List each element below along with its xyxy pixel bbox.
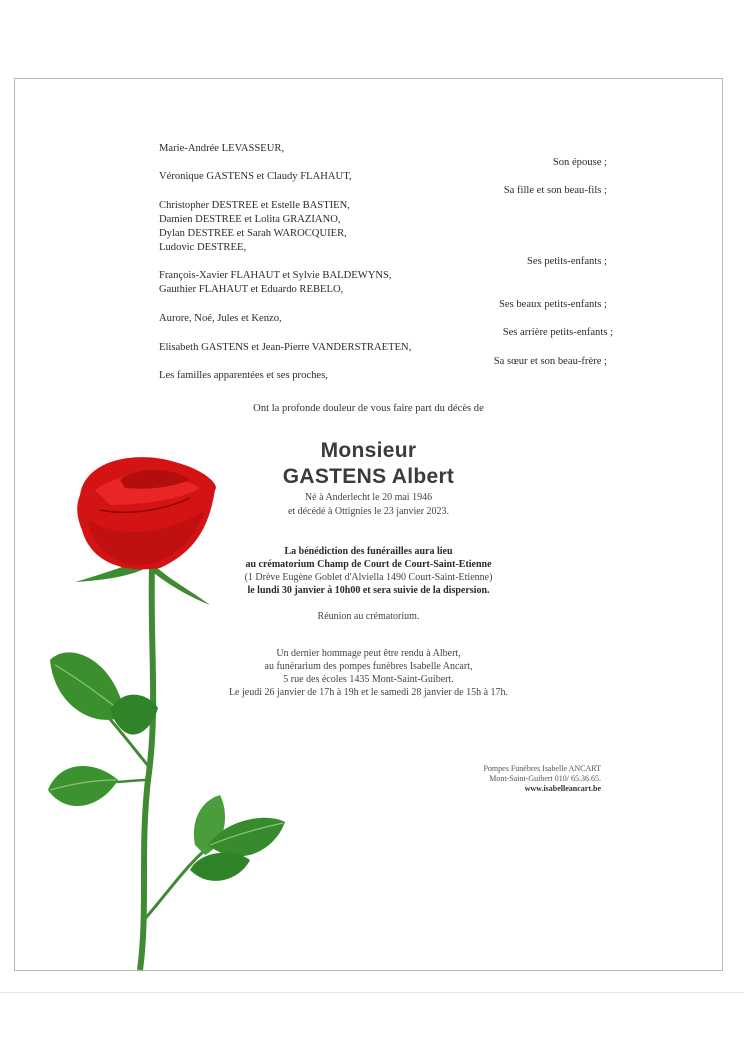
- ceremony-line: La bénédiction des funérailles aura lieu: [284, 546, 453, 557]
- family-name-line: Ludovic DESTREE,: [159, 242, 247, 253]
- family-relation: Sa fille et son beau-fils ;: [503, 185, 607, 196]
- homage-line: au funérarium des pompes funèbres Isabelle Ancart,: [264, 661, 473, 672]
- reunion-note: Réunion au crématorium.: [317, 611, 420, 622]
- family-relation: Ses petits-enfants ;: [526, 256, 607, 267]
- ceremony-line: le lundi 30 janvier à 10h00 et sera suivie de la dispersion.: [247, 585, 490, 596]
- family-name-line: Damien DESTREE et Lolita GRAZIANO,: [159, 214, 341, 225]
- funeral-home-website[interactable]: www.isabelleancart.be: [524, 784, 601, 793]
- ceremony-line: au crématorium Champ de Court de Court-Saint-Etienne: [245, 559, 492, 570]
- family-name-line: François-Xavier FLAHAUT et Sylvie BALDEWYNS,: [159, 270, 392, 281]
- leaf-icon: [48, 766, 118, 806]
- deceased-name: GASTENS Albert: [282, 465, 455, 488]
- family-name-line: Dylan DESTREE et Sarah WAROCQUIER,: [159, 228, 347, 239]
- family-name-line: Elisabeth GASTENS et Jean-Pierre VANDERSTRAETEN,: [159, 342, 412, 353]
- family-relation: Son épouse ;: [552, 157, 607, 168]
- family-name-line: Aurore, Noé, Jules et Kenzo,: [159, 313, 282, 324]
- deceased-title: Monsieur: [320, 439, 417, 462]
- page-bottom-divider: [0, 992, 744, 993]
- homage-line: 5 rue des écoles 1435 Mont-Saint-Guibert.: [283, 674, 454, 685]
- announcement-intro: Ont la profonde douleur de vous faire part du décès de: [253, 403, 484, 414]
- family-name-line: Les familles apparentées et ses proches,: [159, 370, 328, 381]
- family-relation: Ses arrière petits-enfants ;: [502, 327, 613, 338]
- homage-line: Un dernier hommage peut être rendu à Albert,: [276, 648, 461, 659]
- birth-info: Né à Anderlecht le 20 mai 1946: [304, 492, 433, 503]
- death-info: et décédé à Ottignies le 23 janvier 2023.: [287, 506, 450, 517]
- family-name-line: Gauthier FLAHAUT et Eduardo REBELO,: [159, 284, 344, 295]
- family-name-line: Christopher DESTREE et Estelle BASTIEN,: [159, 200, 350, 211]
- funeral-home-phone: Mont-Saint-Guibert 010/ 65.36.65.: [489, 774, 601, 783]
- homage-line: Le jeudi 26 janvier de 17h à 19h et le samedi 28 janvier de 15h à 17h.: [228, 687, 509, 698]
- family-name-line: Marie-Andrée LEVASSEUR,: [159, 143, 285, 154]
- family-relation: Ses beaux petits-enfants ;: [499, 299, 607, 310]
- rose-illustration: [40, 450, 300, 972]
- funeral-home-name: Pompes Funèbres Isabelle ANCART: [483, 764, 601, 773]
- family-relation: Sa sœur et son beau-frère ;: [493, 356, 607, 367]
- ceremony-address: (1 Drève Eugène Goblet d'Alviella 1490 Court-Saint-Etienne): [244, 572, 493, 583]
- family-name-line: Véronique GASTENS et Claudy FLAHAUT,: [159, 171, 352, 182]
